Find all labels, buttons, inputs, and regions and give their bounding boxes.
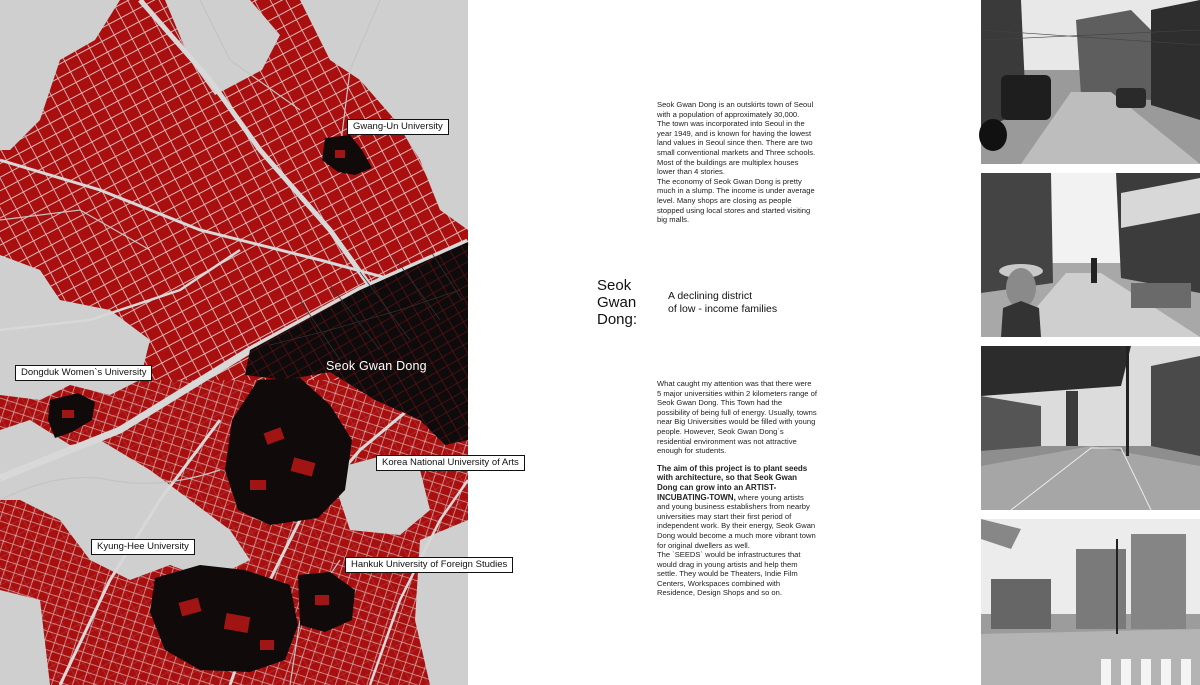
street-photo-3	[981, 346, 1200, 510]
intro-paragraph-2: The town was incorporated into Seoul in the year 1949, and is known for having the lowest land values in Seoul since then. There are two small conventional markets and Three schools. Most of the buildings are multiplex houses lower than 4 stories.	[657, 119, 816, 177]
map-label-korea-national-university-of-arts: Korea National University of Arts	[376, 455, 525, 471]
intro-paragraph-3: The economy of Seok Gwan Dong is pretty much in a slump. The income is under average level. Many shops are closing as people stopped using local stores and started visiting big malls.	[657, 176, 815, 225]
aim-statement-continued: where young artists and young business establishers from nearby universities may start their first period of independent work. By their energy, Seok Gwan Dong would become a much more vibrant town for original dwellers as well.	[657, 492, 816, 550]
district-map	[0, 0, 519, 685]
title-line-1: Seok	[597, 277, 632, 294]
body-paragraph-3: The `SEEDS` would be infrastructures that would drag in young artists and help them settle. They would be Theaters, Indie Film Centers, Workspaces combined with Residence, Design Shops and so on.	[657, 550, 801, 598]
map-label-seok-gwan-dong: Seok Gwan Dong	[326, 359, 427, 373]
map-label-dongduk-womens-university: Dongduk Women`s University	[15, 365, 152, 381]
body-paragraph-1: What caught my attention was that there were 5 major universities within 2 kilometers range of Seok Gwan Dong. This Town had the possibility of being full of energy. Usually, towns near Big Universities would be filled with young people. However, Seok Gwan Dong`s residential environment was not attractive enough for students.	[657, 379, 817, 456]
map-label-gwang-un-university: Gwang-Un University	[347, 119, 449, 135]
street-photo-4	[981, 519, 1200, 685]
title-line-3: Dong:	[597, 311, 638, 328]
intro-text	[657, 100, 817, 225]
title-line-2: Gwan	[597, 294, 637, 311]
body-paragraph-2	[657, 464, 817, 550]
aim-statement: The aim of this project is to plant seeds with architecture, so that Seok Gwan Dong can grow into an ARTIST-INCUBATING-TOWN,	[657, 463, 808, 502]
page-subtitle	[668, 290, 777, 316]
body-text	[657, 379, 817, 598]
subtitle-line-1: A declining district	[668, 290, 753, 302]
map-label-hankuk-university-of-foreign-studies: Hankuk University of Foreign Studies	[345, 557, 513, 573]
intro-paragraph-1: Seok Gwan Dong is an outskirts town of Seoul with a population of approximately 30,000.	[657, 100, 814, 119]
map-graphic	[0, 0, 468, 685]
subtitle-line-2: of low - income families	[668, 303, 778, 315]
street-photo-2	[981, 173, 1200, 337]
map-label-kyung-hee-university: Kyung-Hee University	[91, 539, 195, 555]
page-title	[597, 277, 637, 328]
street-photo-1	[981, 0, 1200, 164]
